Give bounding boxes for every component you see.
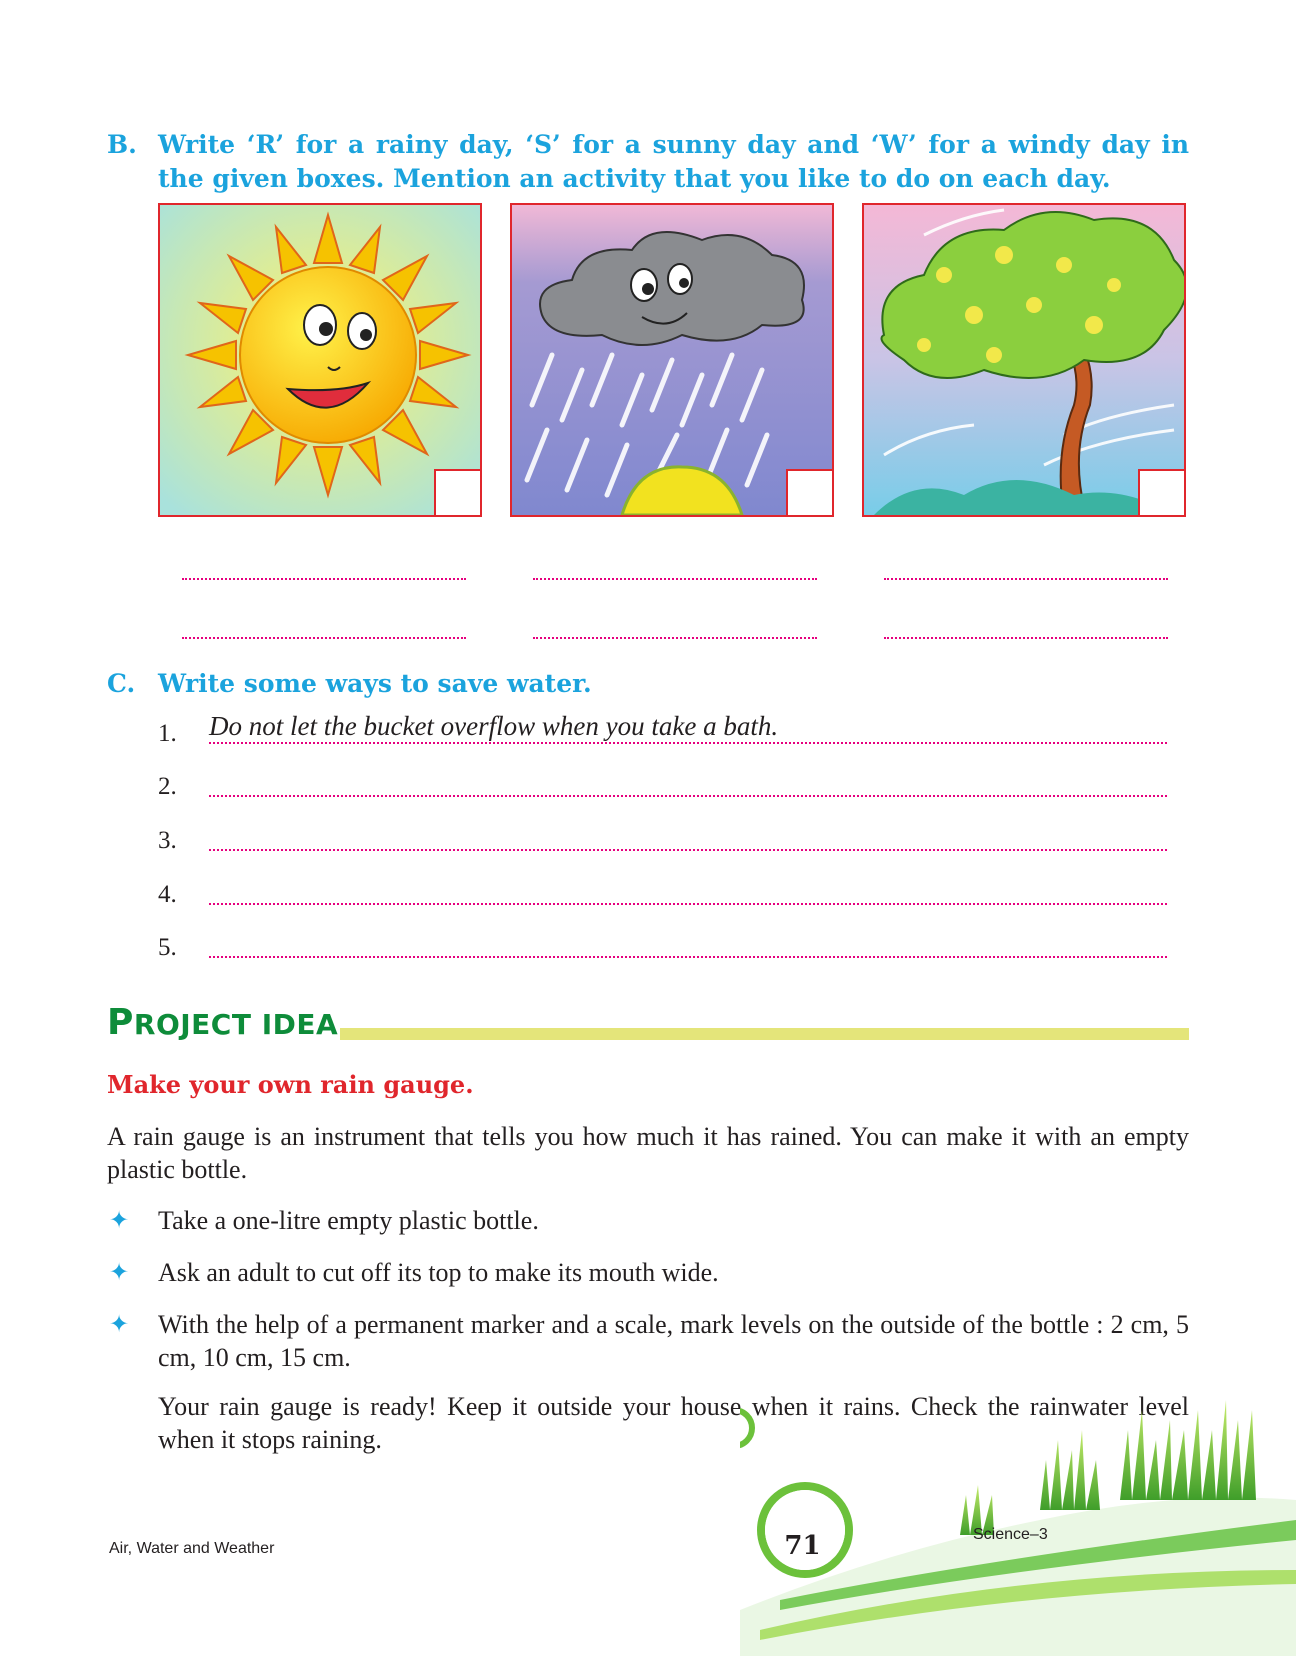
water-saving-line-1[interactable] xyxy=(150,704,1167,747)
windy-day-picture xyxy=(862,203,1186,517)
star-bullet-icon: ✦ xyxy=(109,1310,130,1338)
step-text: Take a one-litre empty plastic bottle. xyxy=(158,1206,539,1235)
project-idea-title xyxy=(107,1002,338,1043)
item-number: 3. xyxy=(158,827,177,854)
chapter-name: Air, Water and Weather xyxy=(109,1540,275,1557)
answer-box[interactable] xyxy=(1138,469,1186,517)
star-bullet-icon: ✦ xyxy=(109,1206,130,1234)
rainy-day-picture xyxy=(510,203,834,517)
item-number: 5. xyxy=(158,934,177,961)
water-saving-line-4[interactable] xyxy=(150,865,1167,908)
project-title-bar xyxy=(340,1028,1189,1040)
project-closing: Your rain gauge is ready! Keep it outside your house when it rains. Check the rainwater level when it stops raining. xyxy=(158,1392,1189,1454)
title-small: ROJECT xyxy=(133,1008,252,1041)
activity-line-windy-1[interactable] xyxy=(884,578,1168,580)
activity-line-rainy-2[interactable] xyxy=(533,637,817,639)
question-c-heading xyxy=(107,667,592,701)
question-letter: B. xyxy=(107,130,137,159)
item-number: 4. xyxy=(158,881,177,908)
dotted-line xyxy=(209,956,1167,958)
item-number: 2. xyxy=(158,773,177,800)
project-step-1 xyxy=(107,1204,1189,1237)
water-saving-line-3[interactable] xyxy=(150,811,1167,854)
sunny-day-picture xyxy=(158,203,482,517)
book-name: Science–3 xyxy=(973,1526,1048,1543)
title-big: P xyxy=(107,1002,134,1043)
step-text: Ask an adult to cut off its top to make its mouth wide. xyxy=(158,1258,719,1287)
question-letter: C. xyxy=(107,669,136,698)
star-bullet-icon: ✦ xyxy=(109,1258,130,1286)
windy-tree-icon xyxy=(864,205,1184,515)
activity-line-rainy-1[interactable] xyxy=(533,578,817,580)
project-subtitle: Make your own rain gauge. xyxy=(107,1070,474,1099)
question-text: Write ‘R’ for a rainy day, ‘S’ for a sunny day and ‘W’ for a windy day in the given boxes. Mention an activity that you like to do on each day. xyxy=(158,130,1189,193)
dotted-line xyxy=(209,903,1167,905)
project-intro: A rain gauge is an instrument that tells you how much it has rained. You can make it with an empty plastic bottle. xyxy=(107,1122,1189,1184)
item-number: 1. xyxy=(158,720,177,747)
dotted-line xyxy=(209,849,1167,851)
project-step-2 xyxy=(107,1256,1189,1289)
rain-cloud-icon xyxy=(512,205,832,515)
step-text: With the help of a permanent marker and a scale, mark levels on the outside of the bottle : 2 cm, 5 cm, 10 cm, 15 cm. xyxy=(158,1310,1189,1372)
title-small-2: IDEA xyxy=(251,1008,339,1041)
question-b-heading xyxy=(107,128,1189,196)
sun-icon xyxy=(160,205,480,515)
dotted-line xyxy=(209,795,1167,797)
answer-box[interactable] xyxy=(786,469,834,517)
answer-text: Do not let the bucket overflow when you take a bath. xyxy=(209,711,779,741)
activity-line-sunny-1[interactable] xyxy=(182,578,466,580)
water-saving-line-2[interactable] xyxy=(150,757,1167,800)
activity-line-windy-2[interactable] xyxy=(884,637,1168,639)
question-text: Write some ways to save water. xyxy=(158,669,592,698)
water-saving-line-5[interactable] xyxy=(150,918,1167,961)
page-number: 71 xyxy=(784,1531,821,1561)
activity-line-sunny-2[interactable] xyxy=(182,637,466,639)
answer-box[interactable] xyxy=(434,469,482,517)
dotted-line xyxy=(209,742,1167,744)
project-step-3 xyxy=(107,1308,1189,1374)
